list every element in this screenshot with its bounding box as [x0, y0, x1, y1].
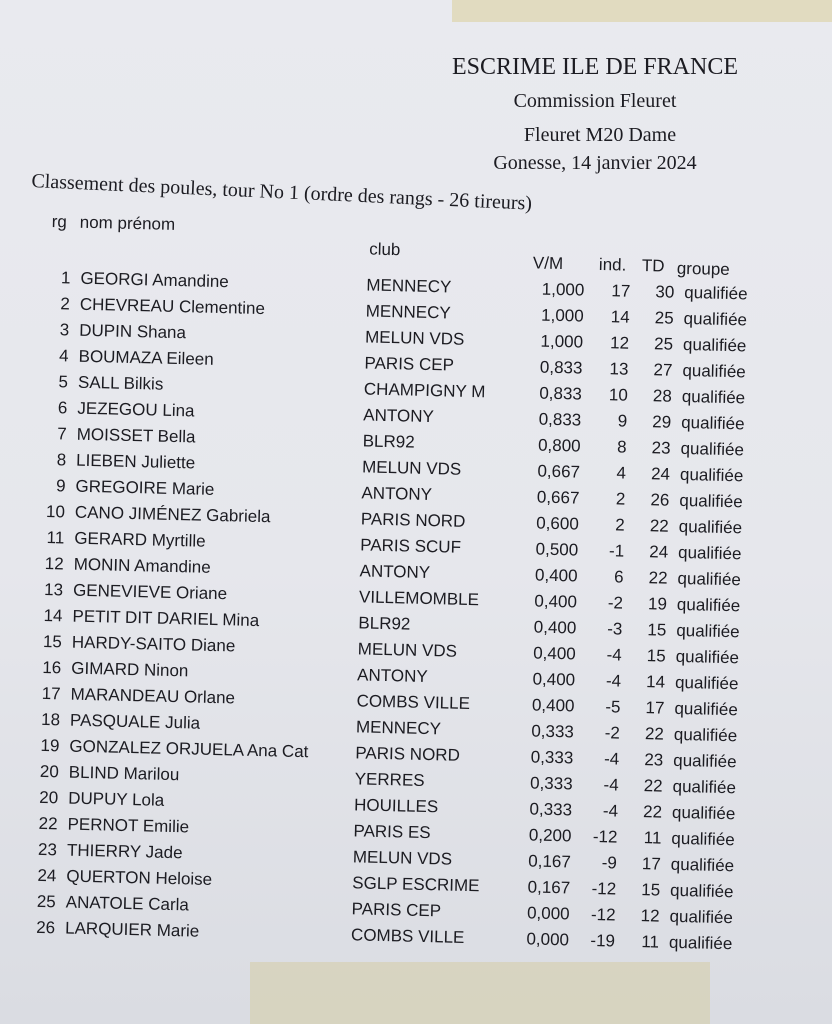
row-rank: 23	[37, 839, 58, 860]
row-td: 11	[643, 828, 662, 848]
row-ind: -19	[590, 930, 616, 951]
row-group: qualifiée	[676, 620, 740, 642]
row-group: qualifiée	[674, 698, 739, 720]
row-group: qualifiée	[670, 854, 735, 876]
header-ind: ind.	[598, 254, 627, 275]
row-td: 22	[649, 516, 669, 536]
row-club: MENNECY	[366, 275, 452, 297]
row-vm: 0,167	[527, 877, 571, 898]
row-rank: 19	[40, 735, 60, 756]
row-group: qualifiée	[677, 568, 742, 590]
row-club: HOUILLES	[353, 795, 439, 817]
header-club: club	[368, 239, 401, 260]
row-rank: 12	[44, 553, 64, 574]
row-name: GIMARD Ninon	[71, 658, 189, 681]
row-vm: 0,400	[531, 695, 575, 716]
row-td: 24	[650, 464, 671, 484]
row-td: 22	[648, 568, 668, 588]
row-td: 19	[647, 594, 668, 614]
row-name: BOUMAZA Eileen	[78, 346, 214, 369]
row-rank: 25	[36, 891, 56, 912]
header-name: nom prénom	[79, 212, 176, 234]
row-td: 15	[646, 646, 666, 666]
row-club: ANTONY	[359, 561, 431, 583]
row-group: qualifiée	[681, 386, 746, 408]
row-ind: 17	[611, 281, 631, 301]
row-name: GEORGI Amandine	[80, 268, 229, 292]
row-vm: 0,800	[537, 435, 581, 456]
row-rank: 8	[56, 450, 67, 470]
row-vm: 0,833	[538, 409, 582, 430]
row-group: qualifiée	[669, 880, 734, 902]
row-vm: 0,167	[528, 851, 572, 872]
row-name: MARANDEAU Orlane	[70, 684, 236, 708]
row-group: qualifiée	[668, 932, 733, 954]
row-td: 17	[641, 854, 662, 874]
row-vm: 1,000	[540, 331, 584, 352]
row-club: MENNECY	[365, 301, 451, 323]
header-rank: rg	[51, 212, 68, 232]
row-vm: 0,833	[539, 357, 583, 378]
row-rank: 1	[60, 268, 71, 288]
row-td: 11	[641, 932, 660, 952]
row-ind: -4	[606, 645, 622, 665]
row-vm: 0,000	[526, 929, 570, 950]
row-ind: -4	[603, 749, 620, 769]
row-group: qualifiée	[684, 282, 748, 304]
row-group: qualifiée	[683, 308, 748, 330]
row-rank: 17	[41, 683, 61, 704]
row-name: BLIND Marilou	[68, 762, 180, 785]
row-club: COMBS VILLE	[350, 925, 465, 947]
row-vm: 0,833	[539, 383, 583, 404]
row-td: 28	[652, 386, 673, 406]
row-td: 22	[642, 802, 663, 822]
tape-strip-top	[452, 0, 832, 22]
row-vm: 0,333	[529, 773, 573, 794]
row-ind: -12	[590, 904, 616, 925]
row-name: CANO JIMÉNEZ Gabriela	[74, 502, 271, 527]
row-rank: 2	[60, 294, 71, 314]
row-rank: 20	[39, 787, 59, 808]
row-vm: 0,333	[531, 721, 575, 742]
header-group: groupe	[676, 258, 730, 280]
row-group: qualifiée	[678, 516, 743, 538]
row-td: 15	[647, 620, 667, 640]
row-name: THIERRY Jade	[66, 840, 183, 863]
row-td: 17	[645, 698, 665, 718]
row-name: CHEVREAU Clementine	[79, 294, 266, 319]
row-name: DUPUY Lola	[67, 788, 165, 810]
row-name: LIEBEN Juliette	[75, 450, 196, 473]
row-club: COMBS VILLE	[356, 691, 471, 714]
row-rank: 4	[58, 346, 69, 366]
row-ind: 6	[613, 567, 624, 587]
row-club: MENNECY	[355, 717, 442, 739]
row-vm: 0,333	[530, 747, 574, 768]
row-rank: 6	[57, 398, 68, 418]
row-club: PARIS CEP	[364, 353, 455, 375]
row-ind: -12	[592, 826, 618, 847]
row-vm: 0,600	[536, 513, 580, 534]
ranking-subtitle: Classement des poules, tour No 1 (ordre des rangs - 26 tireurs)	[31, 170, 533, 215]
commission-title: Commission Fleuret	[513, 90, 677, 112]
row-name: MONIN Amandine	[73, 554, 211, 577]
row-ind: 2	[615, 489, 626, 509]
row-ind: -1	[608, 541, 625, 561]
row-group: qualifiée	[673, 724, 738, 746]
row-club: MELUN VDS	[364, 327, 465, 349]
row-td: 15	[641, 880, 661, 900]
row-group: qualifiée	[679, 490, 743, 512]
row-ind: -3	[606, 619, 623, 639]
row-name: GERARD Myrtille	[74, 528, 206, 551]
row-rank: 13	[43, 579, 64, 600]
table-body	[33, 268, 769, 961]
row-club: PARIS NORD	[360, 509, 466, 531]
row-name: LARQUIER Marie	[64, 918, 200, 941]
row-club: MELUN VDS	[361, 457, 462, 479]
row-rank: 18	[40, 709, 61, 730]
row-ind: 10	[608, 385, 629, 405]
row-rank: 24	[37, 865, 57, 886]
header-td: TD	[641, 255, 665, 276]
row-group: qualifiée	[675, 646, 740, 668]
tape-strip-bottom	[250, 962, 710, 1024]
row-vm: 0,000	[526, 903, 570, 924]
row-td: 12	[640, 906, 660, 926]
row-rank: 15	[42, 631, 63, 652]
row-club: PARIS ES	[353, 821, 431, 843]
row-td: 24	[649, 542, 669, 562]
row-club: PARIS SCUF	[360, 535, 462, 557]
row-vm: 0,400	[532, 643, 576, 664]
row-name: PETIT DIT DARIEL Mina	[72, 606, 260, 631]
row-ind: -5	[605, 697, 621, 717]
row-rank: 14	[43, 605, 63, 626]
row-club: CHAMPIGNY M	[363, 379, 486, 402]
row-vm: 0,400	[534, 565, 578, 586]
row-vm: 1,000	[540, 305, 584, 326]
ranking-table	[33, 212, 770, 961]
row-td: 22	[643, 776, 663, 796]
row-td: 26	[650, 490, 670, 510]
row-rank: 10	[45, 501, 66, 522]
row-vm: 1,000	[541, 279, 585, 300]
row-group: qualifiée	[680, 438, 745, 460]
row-name: SALL Bilkis	[77, 372, 164, 394]
row-ind: -9	[601, 853, 618, 873]
row-td: 30	[655, 282, 675, 302]
row-club: BLR92	[358, 613, 411, 634]
row-rank: 9	[55, 476, 66, 496]
row-td: 23	[644, 750, 664, 770]
row-club: VILLEMOMBLE	[358, 587, 480, 610]
row-name: GENEVIEVE Oriane	[72, 580, 228, 604]
row-ind: -2	[604, 723, 621, 743]
row-group: qualifiée	[674, 672, 739, 694]
row-vm: 0,400	[534, 591, 578, 612]
row-td: 23	[651, 438, 671, 458]
row-group: qualifiée	[671, 802, 736, 824]
row-club: ANTONY	[363, 405, 435, 427]
row-name: GREGOIRE Marie	[75, 476, 215, 499]
row-td: 22	[644, 724, 665, 744]
row-group: qualifiée	[682, 334, 747, 356]
row-ind: -4	[605, 671, 622, 691]
row-group: qualifiée	[669, 906, 734, 928]
row-club: MELUN VDS	[357, 639, 458, 661]
row-name: GONZALEZ ORJUELA Ana Cat	[69, 736, 309, 762]
row-vm: 0,333	[529, 799, 573, 820]
row-name: ANATOLE Carla	[65, 892, 190, 915]
row-ind: -12	[591, 878, 617, 899]
row-group: qualifiée	[672, 776, 737, 798]
row-rank: 7	[57, 424, 67, 444]
venue-date: Gonesse, 14 janvier 2024	[493, 152, 697, 174]
row-rank: 26	[35, 917, 56, 938]
row-club: PARIS CEP	[351, 899, 442, 921]
row-td: 25	[653, 334, 674, 354]
row-vm: 0,667	[537, 461, 581, 482]
row-ind: 12	[609, 333, 630, 353]
row-rank: 16	[42, 657, 62, 678]
row-vm: 0,400	[533, 617, 577, 638]
row-name: PERNOT Emilie	[67, 814, 190, 837]
row-td: 25	[654, 308, 674, 328]
row-group: qualifiée	[677, 542, 742, 564]
row-club: YERRES	[354, 769, 425, 790]
row-group: qualifiée	[680, 412, 745, 434]
row-club: SGLP ESCRIME	[352, 873, 480, 896]
row-ind: 13	[609, 359, 629, 379]
row-name: JEZEGOU Lina	[77, 398, 195, 421]
row-name: PASQUALE Julia	[69, 710, 201, 733]
row-vm: 0,500	[535, 539, 579, 560]
row-vm: 0,667	[536, 487, 580, 508]
row-group: qualifiée	[679, 464, 744, 486]
row-rank: 11	[46, 528, 65, 548]
row-rank: 5	[58, 372, 69, 392]
row-vm: 0,400	[532, 669, 576, 690]
row-name: HARDY-SAITO Diane	[71, 632, 236, 656]
row-ind: 14	[610, 307, 630, 327]
row-vm: 0,200	[528, 825, 572, 846]
row-group: qualifiée	[673, 750, 737, 772]
row-td: 14	[645, 672, 666, 692]
row-rank: 3	[59, 320, 70, 340]
category-title: Fleuret M20 Dame	[523, 124, 677, 146]
row-name: DUPIN Shana	[78, 320, 187, 343]
row-ind: 4	[616, 463, 627, 483]
header-vm: V/M	[532, 253, 564, 274]
organization-title: ESCRIME ILE DE FRANCE	[451, 54, 738, 80]
row-ind: -4	[602, 801, 619, 821]
row-group: qualifiée	[671, 828, 735, 850]
row-club: MELUN VDS	[352, 847, 453, 869]
row-club: ANTONY	[361, 483, 433, 505]
row-ind: -4	[603, 775, 619, 795]
row-ind: 2	[615, 515, 626, 535]
row-td: 29	[652, 412, 672, 432]
row-club: PARIS NORD	[355, 743, 461, 765]
row-td: 27	[653, 360, 673, 380]
row-club: BLR92	[362, 431, 415, 452]
row-ind: -2	[607, 593, 624, 613]
row-group: qualifiée	[682, 360, 746, 382]
row-rank: 20	[39, 761, 60, 782]
row-rank: 22	[38, 813, 58, 834]
row-group: qualifiée	[676, 594, 741, 616]
row-club: ANTONY	[356, 665, 428, 687]
row-name: MOISSET Bella	[76, 424, 196, 447]
row-name: QUERTON Heloise	[66, 866, 213, 890]
row-ind: 9	[617, 411, 628, 431]
row-ind: 8	[616, 437, 627, 457]
